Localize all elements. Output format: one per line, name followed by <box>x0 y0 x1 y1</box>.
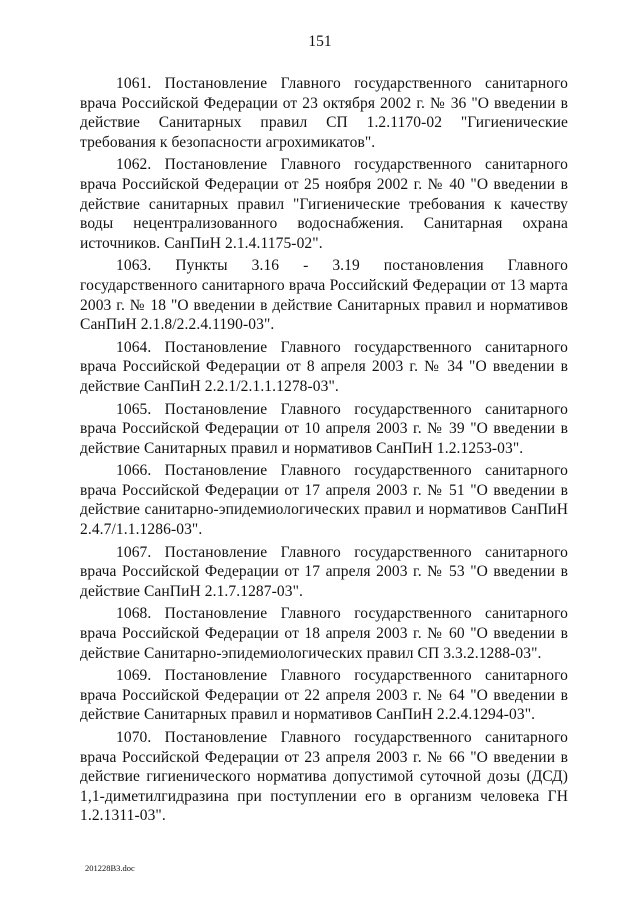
list-item-1068: 1068. Постановление Главного государственного санитарного врача Российской Федерации от 18 апреля 2003 г. № 60 "О введении в действие Санитарно-эпидемиологических правил СП 3.3.2.1288-03". <box>80 605 568 662</box>
list-item-1064: 1064. Постановление Главного государственного санитарного врача Российской Федерации от 8 апреля 2003 г. № 34 "О введении в действие СанПиН 2.2.1/2.1.1.1278-03". <box>80 338 568 395</box>
list-item-1062: 1062. Постановление Главного государственного санитарного врача Российской Федерации от 25 ноября 2002 г. № 40 "О введении в действие санитарных правил "Гигиенические требования к качеству воды нецентрализованного водоснабжения. Санитарная охрана источников. СанПиН 2.1.4.1175-02". <box>80 156 568 252</box>
list-item-1070: 1070. Постановление Главного государственного санитарного врача Российской Федерации от 23 апреля 2003 г. № 66 "О введении в действие гигиенического норматива допустимой суточной дозы (ДСД) 1,1-диметилгидразина при поступлении его в организм человека ГН 1.2.1311-03". <box>80 729 568 825</box>
list-item-1066: 1066. Постановление Главного государственного санитарного врача Российской Федерации от 17 апреля 2003 г. № 51 "О введении в действие санитарно-эпидемиологических правил и нормативов СанПиН 2.4.7/1.1.1286-03". <box>80 462 568 539</box>
page-number: 151 <box>308 33 332 50</box>
list-item-1067: 1067. Постановление Главного государственного санитарного врача Российской Федерации от 17 апреля 2003 г. № 53 "О введении в действие СанПиН 2.1.7.1287-03". <box>80 543 568 600</box>
footer-file-code: 201228B3.doc <box>85 863 135 873</box>
document-body <box>80 74 568 829</box>
list-item-1063: 1063. Пункты 3.16 - 3.19 постановления Главного государственного санитарного врача Российский Федерации от 13 марта 2003 г. № 18 "О введении в действие Санитарных правил и нормативов СанПиН 2.1.8/2.2.4.1190-03". <box>80 257 568 334</box>
list-item-1065: 1065. Постановление Главного государственного санитарного врача Российской Федерации от 10 апреля 2003 г. № 39 "О введении в действие Санитарных правил и нормативов СанПиН 1.2.1253-03". <box>80 400 568 457</box>
list-item-1061: 1061. Постановление Главного государственного санитарного врача Российской Федерации от 23 октября 2002 г. № 36 "О введении в действие Санитарных правил СП 1.2.1170-02 "Гигиенические требования к безопасности агрохимикатов". <box>80 75 568 151</box>
list-item-1069: 1069. Постановление Главного государственного санитарного врача Российской Федерации от 22 апреля 2003 г. № 64 "О введении в действие Санитарных правил и нормативов СанПиН 2.2.4.1294-03". <box>80 667 568 724</box>
